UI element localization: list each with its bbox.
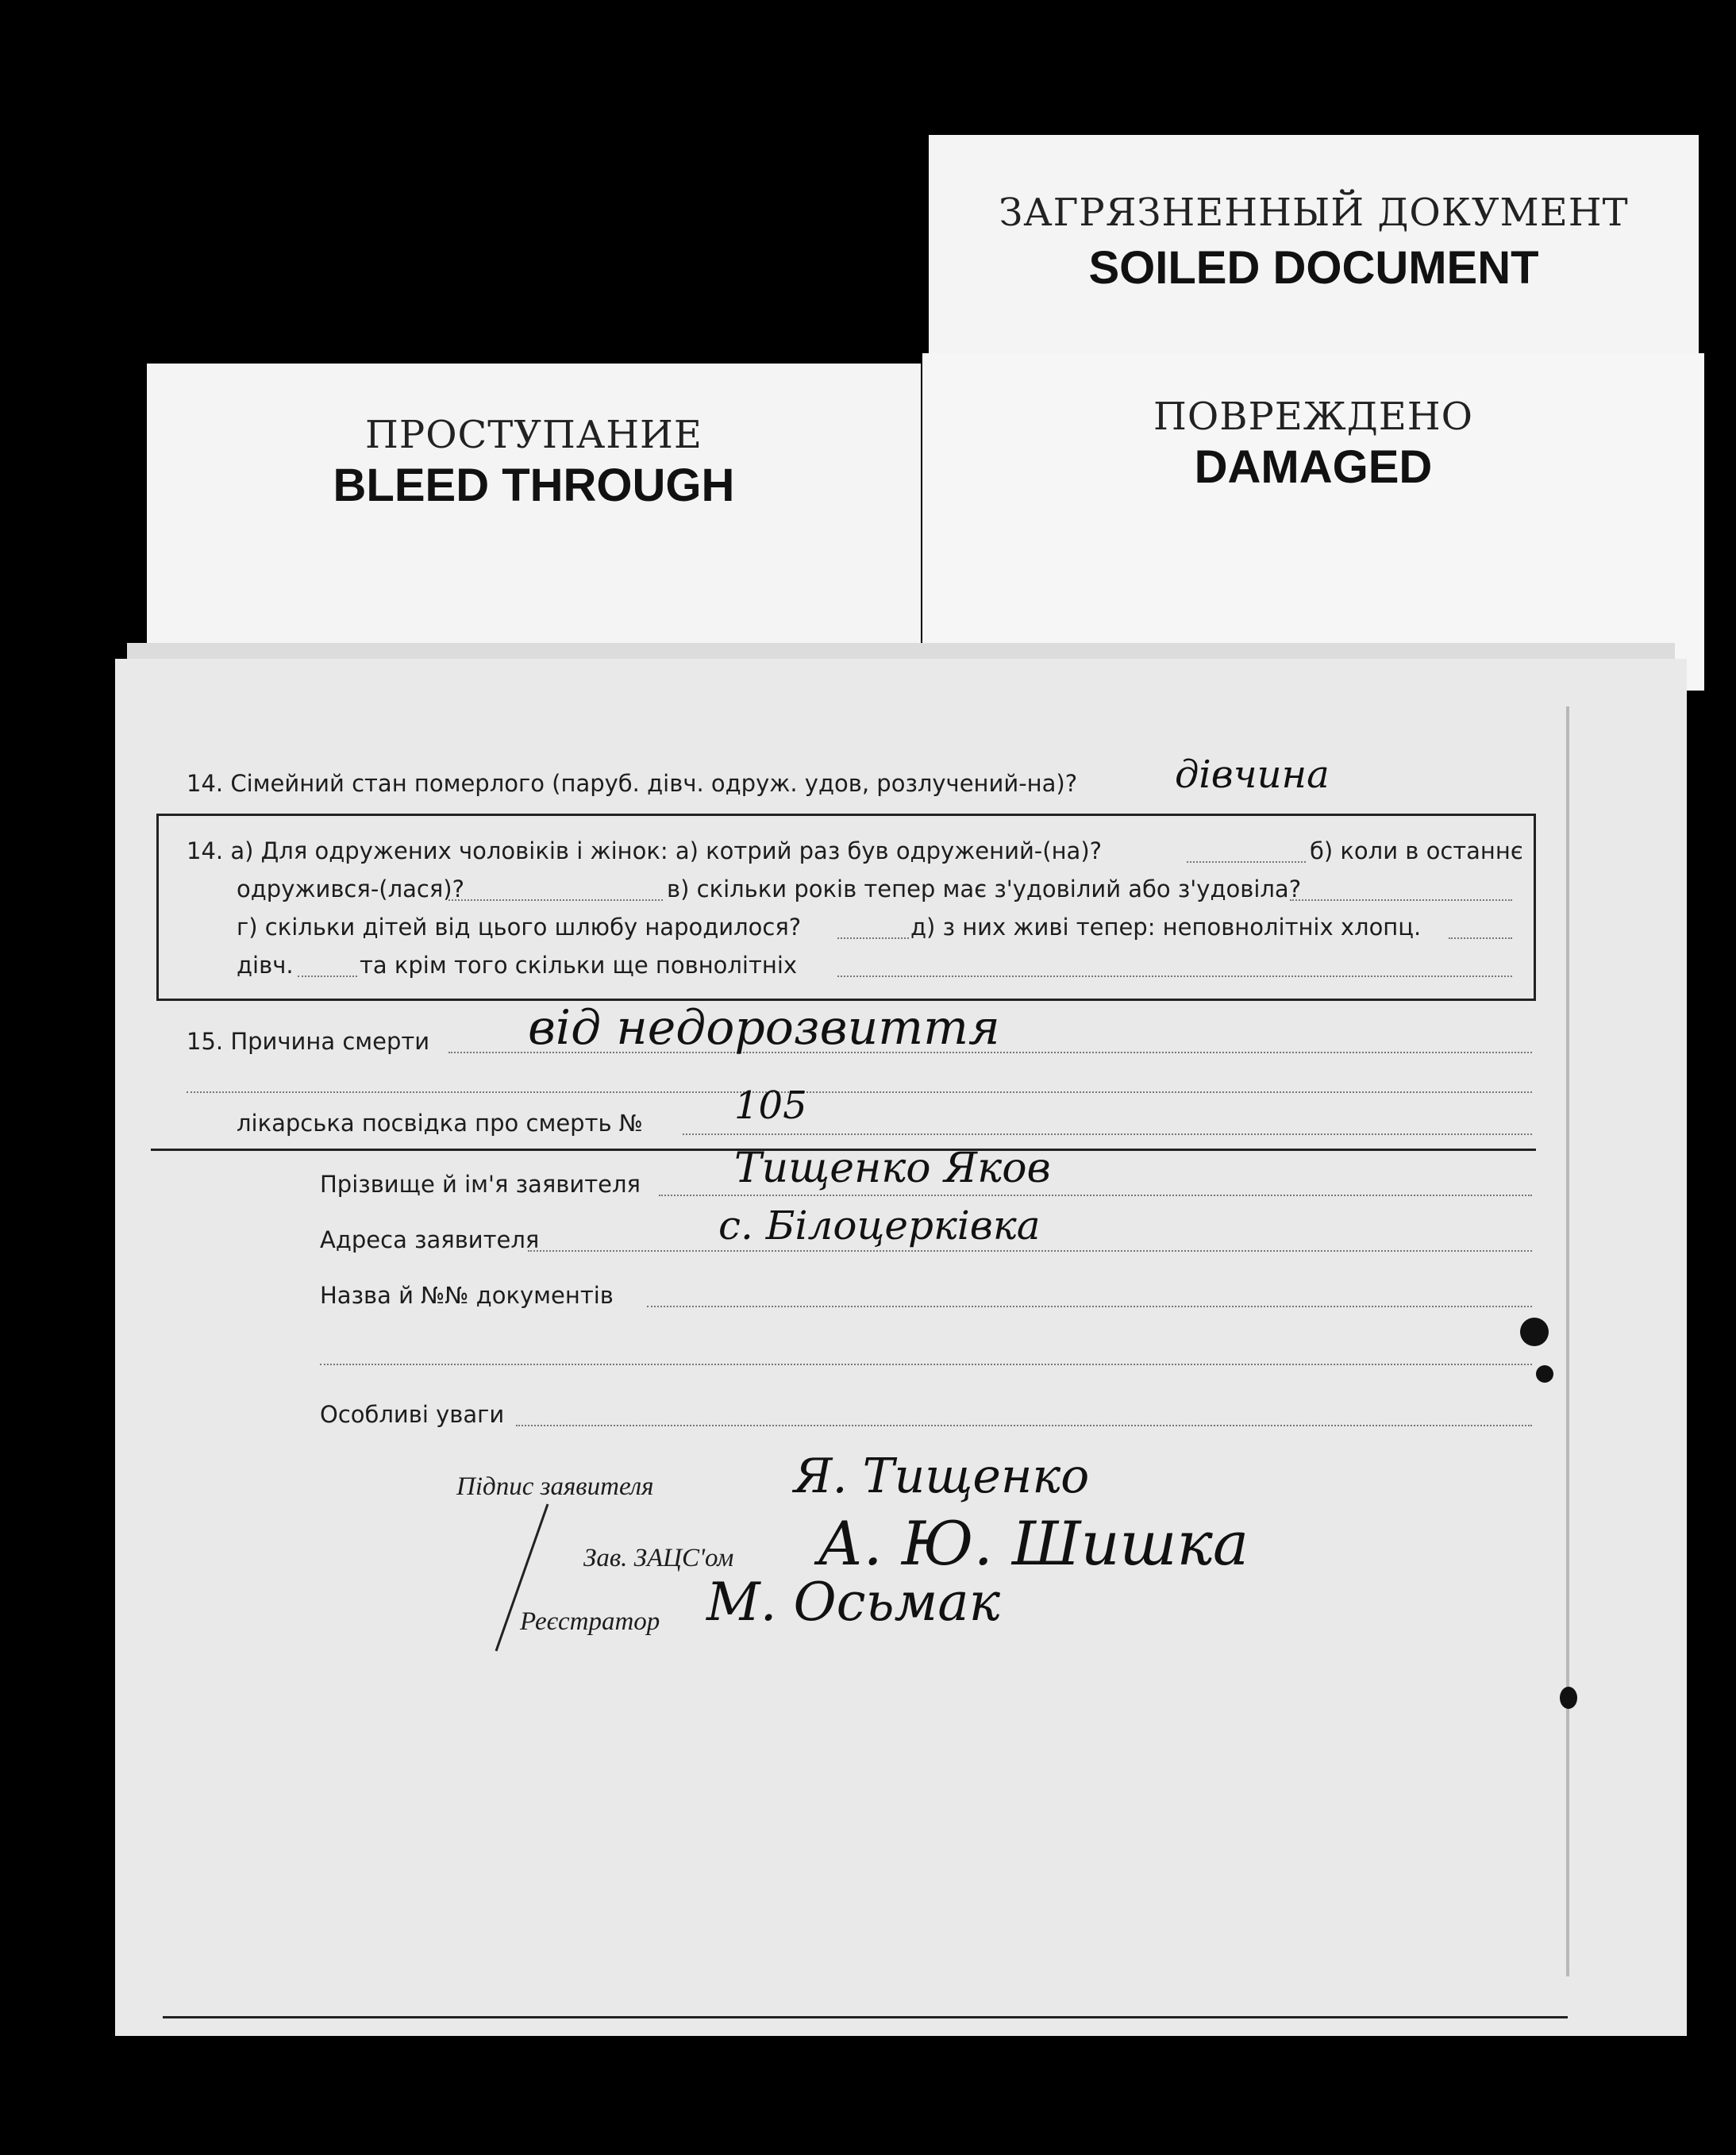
q15-fill-2 bbox=[187, 1091, 1532, 1093]
applicant-name-label: Прізвище й ім'я заявителя bbox=[320, 1171, 641, 1198]
q14a-line1: 14. а) Для одружених чоловіків і жінок: а) котрий раз був одружений-(на)? bbox=[187, 837, 1103, 864]
applicant-name-fill bbox=[659, 1195, 1532, 1196]
damaged-label-ru: ПОВРЕЖДЕНО bbox=[1153, 394, 1474, 439]
damaged-label-en: DAMAGED bbox=[1194, 441, 1433, 493]
applicant-name: Тищенко Яков bbox=[734, 1145, 1051, 1192]
head-label: Зав. ЗАЦС'ом bbox=[583, 1544, 734, 1572]
q14a-fill bbox=[298, 976, 357, 977]
docs-fill-2 bbox=[320, 1364, 1532, 1365]
death-record-form bbox=[115, 659, 1687, 2036]
q14a-line2b: в) скільки років тепер має з'удовілий або з'удовіла? bbox=[667, 875, 1302, 902]
q15-answer: від недорозвиття bbox=[528, 1000, 1000, 1056]
applicant-addr-fill bbox=[528, 1250, 1532, 1252]
docs-fill bbox=[647, 1306, 1532, 1307]
bottom-rule bbox=[163, 2016, 1568, 2018]
q14a-line3: г) скільки дітей від цього шлюбу народилося? bbox=[237, 914, 802, 941]
question-15: 15. Причина смерти bbox=[187, 1028, 430, 1055]
q14a-line4: дівч. bbox=[237, 952, 294, 979]
soiled-label-en: SOILED DOCUMENT bbox=[1088, 242, 1539, 294]
applicant-addr: с. Білоцерківка bbox=[718, 1203, 1041, 1249]
bleed-label-ru: ПРОСТУПАНИЕ bbox=[365, 413, 702, 457]
punch-hole bbox=[1536, 1365, 1553, 1383]
q14a-line2: одружився-(лася)? bbox=[237, 875, 464, 902]
med-cert-number: 105 bbox=[734, 1083, 807, 1128]
q14a-fill bbox=[1187, 861, 1306, 863]
q14a-fill bbox=[1290, 899, 1512, 901]
q14a-fill bbox=[448, 899, 663, 901]
damaged-card bbox=[922, 353, 1704, 691]
med-cert-label: лікарська посвідка про смерть № bbox=[237, 1110, 643, 1137]
punch-hole bbox=[1560, 1687, 1577, 1709]
applicant-addr-label: Адреса заявителя bbox=[320, 1226, 540, 1253]
q14a-fill bbox=[837, 937, 909, 939]
registrar-label: Реєстратор bbox=[520, 1607, 660, 1636]
q14-answer: дівчина bbox=[1175, 752, 1330, 797]
q14a-line1b: б) коли в останнє bbox=[1310, 837, 1523, 864]
perforation-line bbox=[1566, 706, 1569, 1976]
soiled-document-card bbox=[929, 135, 1699, 385]
pen-stroke bbox=[488, 1500, 560, 1659]
bleed-label-en: BLEED THROUGH bbox=[333, 460, 735, 511]
head-signature: А. Ю. Шишка bbox=[818, 1508, 1249, 1579]
registrar-signature: М. Осьмак bbox=[706, 1572, 1001, 1633]
applicant-signature: Я. Тищенко bbox=[794, 1449, 1090, 1504]
docs-label: Назва й №№ документів bbox=[320, 1282, 614, 1309]
punch-hole bbox=[1520, 1318, 1549, 1346]
q14a-fill bbox=[837, 976, 1512, 977]
question-14: 14. Сімейний стан померлого (паруб. дівч. одруж. удов, розлучений-на)? bbox=[187, 770, 1078, 797]
med-cert-fill bbox=[683, 1133, 1532, 1135]
soiled-label-ru: ЗАГРЯЗНЕННЫЙ ДОКУМЕНТ bbox=[999, 190, 1629, 235]
q14a-line3b: д) з них живі тепер: неповнолітніх хлопц. bbox=[910, 914, 1422, 941]
notes-label: Особливі уваги bbox=[320, 1401, 505, 1428]
notes-fill bbox=[516, 1425, 1532, 1426]
applicant-signature-label: Підпис заявителя bbox=[456, 1472, 654, 1501]
q14a-fill bbox=[1449, 937, 1512, 939]
q14a-line4b: та крім того скільки ще повнолітніх bbox=[360, 952, 798, 979]
